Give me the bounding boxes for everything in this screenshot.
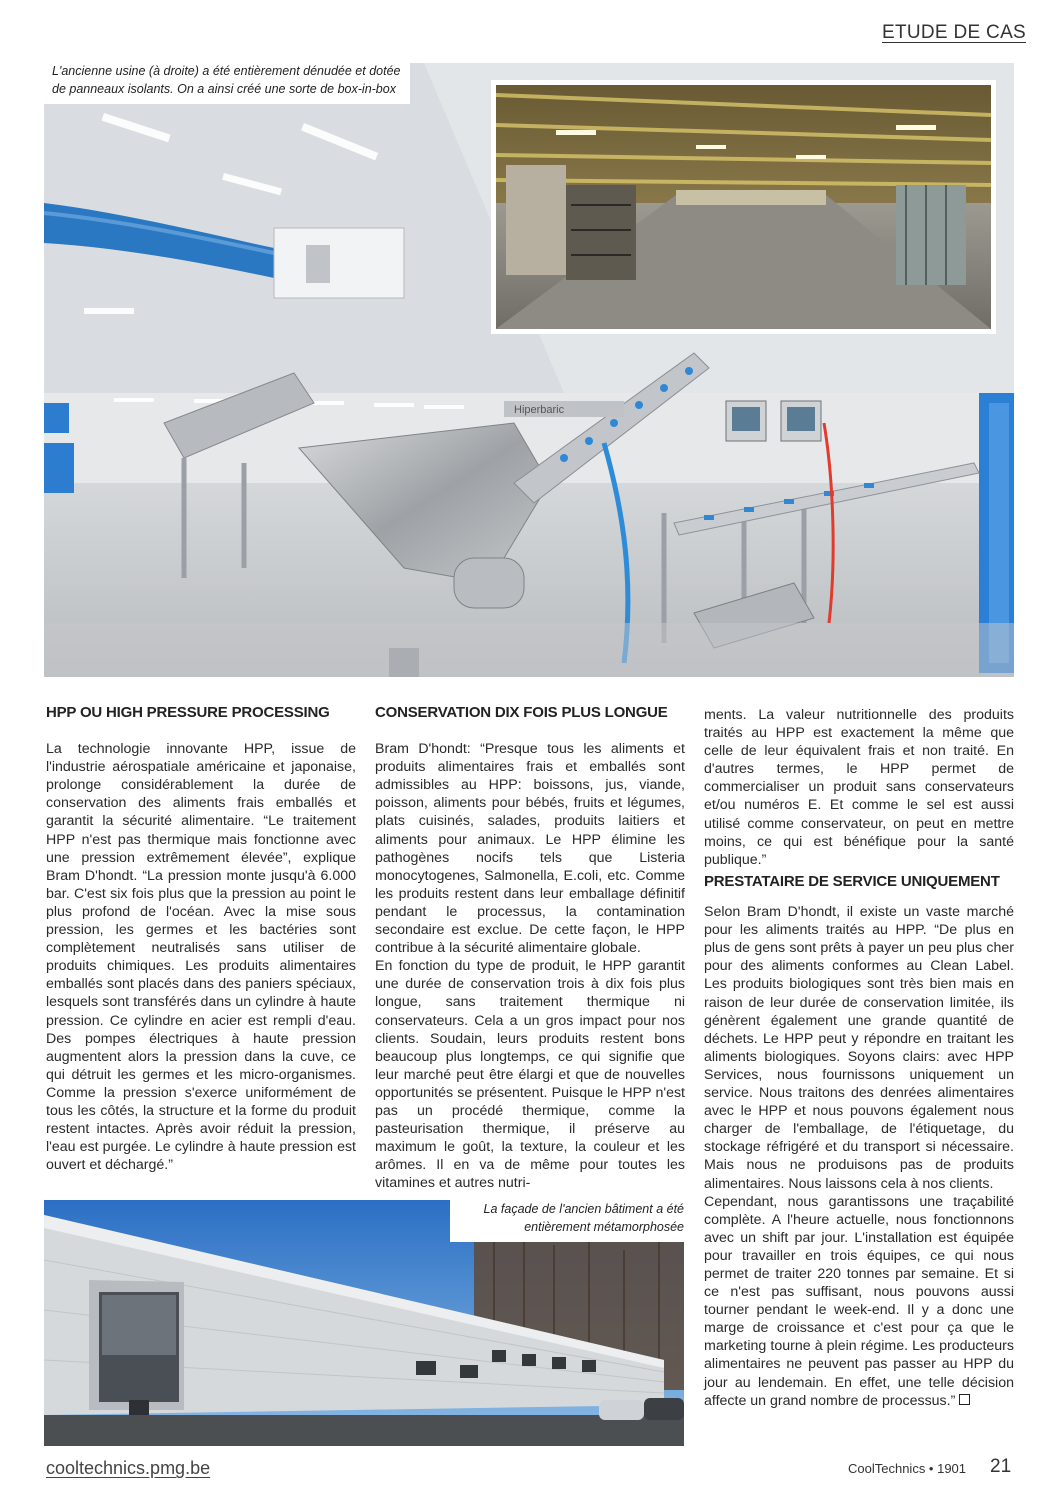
paragraph: Selon Bram D'hondt, il existe un vaste marché pour les aliments traités au HPP. “De plus en plus de gens sont prêts à payer un peu plus cher pour des aliments conformes au Clean Label. Les produits biologiques sont très bien mais en raison de leur durée de conservation limitée, ils génèrent également une grande quantité de déchets. Le HPP peut y répondre en traitant les aliments biologiques. Soyons clairs: avec HPP Services, nous fournissons uniquement un service. Nous traitons des denrées alimentaires avec le HPP et nous pouvons également nous charger de l'emballage, de l'étiquetage, du stockage réfrigéré et du transport si nécessaire. Mais nous ne produisons pas de produits alimentaires. Nous laissons cela à nos clients.	[704, 904, 1014, 1192]
machine-brand-label: Hiperbaric	[514, 404, 565, 416]
section-heading-prestataire: PRESTATAIRE DE SERVICE UNIQUEMENT	[704, 873, 1000, 890]
old-factory-inset-photo	[491, 80, 996, 334]
bottom-photo-caption: La façade de l'ancien bâtiment a été entièrement métamorphosée	[450, 1197, 692, 1242]
top-photo-caption: L'ancienne usine (à droite) a été entièrement dénudée et dotée de panneaux isolants. On a ainsi créé une sorte de box-in-box	[44, 60, 410, 104]
paragraph: Bram D'hondt: “Presque tous les aliments et produits alimentaires frais et emballés sont admissibles au HPP: boissons, jus, viande, poisson, aliments pour bébés, fruits et légumes, plats cuisinés, salades, produits laitiers et aliments pour animaux. Le HPP élimine les pathogènes nocifs tels que Listeria monocytogenes, Salmonella, E.coli, etc. Comme les produits restent dans leur emballage définitif pendant le processus, la contamination secondaire est exclue. De cette façon, le HPP contribue à la sécurité alimentaire globale.	[375, 741, 685, 957]
page-number: 21	[990, 1456, 1012, 1477]
section-label: ETUDE DE CAS	[882, 22, 1027, 43]
footer-issue: CoolTechnics • 1901	[848, 1461, 967, 1476]
article-column-3-continued	[704, 873, 1014, 1410]
article-column-3	[704, 706, 1014, 869]
section-heading-hpp: HPP OU HIGH PRESSURE PROCESSING	[46, 704, 330, 721]
footer-website-link[interactable]: cooltechnics.pmg.be	[46, 1458, 211, 1478]
article-column-2	[375, 704, 685, 1192]
paragraph: La technologie innovante HPP, issue de l'industrie aérospatiale américaine et japonaise, prolonge considérablement la durée de conservation des aliments frais emballés et garantit la sécurité alimentaire. “Le traitement HPP n'est pas thermique mais fonctionne avec une pression extrêmement élevée”, explique Bram D'hondt. “La pression monte jusqu'à 6.000 bar. C'est six fois plus que la pression au point le plus profond de l'océan. Avec la mise sous pression, les germes et les bactéries sont complètement neutralisés sans utiliser de produits chimiques. Les produits alimentaires emballés sont placés dans des paniers spéciaux, lesquels sont transférés dans un cylindre à haute pression. Ce cylindre en acier est rempli d'eau. Des pompes électriques à haute pression augmentent alors la pression dans la cuve, ce qui détruit les germes et les micro-organismes. Comme la pression s'exerce uniformément de tous les côtés, la structure et la forme du produit restent intactes. Après avoir réduit la pression, l'eau est purgée. Le cylindre à haute pression est ouvert et déchargé.”	[46, 741, 356, 1174]
end-of-article-mark	[959, 1394, 970, 1405]
paragraph: ments. La valeur nutritionnelle des produits traités au HPP est exactement la même que celle de leur équivalent frais et non traité. En d'autres termes, le HPP permet de commercialiser un produit sans conservateurs et/ou numéros E. Et comme le sel est aussi utilisé comme conservateur, on peut en mettre moins, ce qui est bénéfique pour la santé publique.”	[704, 707, 1014, 868]
article-column-1	[46, 704, 356, 1174]
paragraph: En fonction du type de produit, le HPP garantit une durée de conservation trois à dix fois plus longue, sans traitement thermique ni conservateurs. Cela a un gros impact pour nos clients. Soudain, leurs produits restent bons beaucoup plus longtemps, ce qui signifie que leur marché peut être élargi et que de nouvelles opportunités se présentent. Puisque le HPP n'est pas un procédé thermique, comme la pasteurisation thermique, il préserve au maximum le goût, la texture, la couleur et les arômes. Il en va de même pour toutes les vitamines et autres nutri-	[375, 958, 685, 1192]
section-heading-conservation: CONSERVATION DIX FOIS PLUS LONGUE	[375, 704, 668, 721]
paragraph: Cependant, nous garantissons une traçabilité complète. A l'heure actuelle, nous fonctionnons avec un shift par jour. L'installation est équipée pour travailler en trois équipes, ce qui nous permet de traiter 220 tonnes par semaine. Et si ce n'est pas suffisant, nous pouvons aussi tourner pendant le week-end. Il y a donc une marge de croissance et c'est pour ça que le marketing tourne à plein régime. Les producteurs alimentaires ne peuvent pas passer au HPP du jour au lendemain. En effet, une telle décision affecte un grand nombre de processus.”	[704, 1193, 1014, 1409]
